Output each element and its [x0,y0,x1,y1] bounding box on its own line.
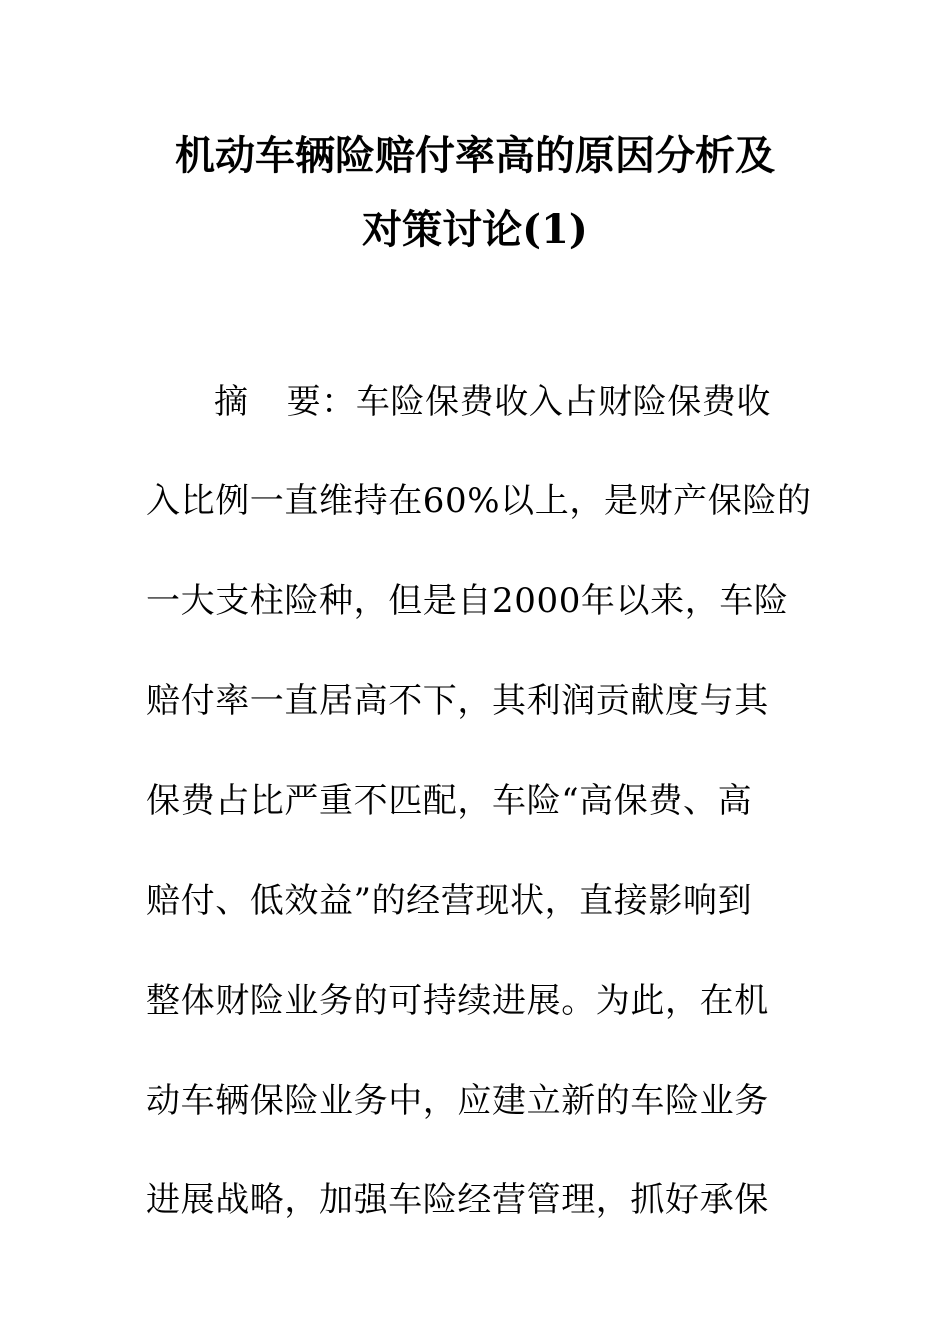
document-title-line-2: 对策讨论(1) [362,206,588,253]
abstract-text: 车险保费收入占财险保费收 [355,382,772,422]
abstract-first-line [214,380,771,424]
abstract-line-6: 赔付、低效益”的经营现状，直接影响到 [146,881,753,921]
abstract-line-9: 进展战略，加强车险经营管理，抓好承保 [146,1180,769,1220]
abstract-line-8: 动车辆保险业务中，应建立新的车险业务 [146,1081,769,1121]
abstract-label-part2: 要： [286,382,356,422]
document-title-line-1: 机动车辆险赔付率高的原因分析及 [175,132,775,179]
abstract-label-part1: 摘 [214,382,249,422]
abstract-line-2: 入比例一直维持在60%以上，是财产保险的 [146,481,812,521]
abstract-line-4: 赔付率一直居高不下，其利润贡献度与其 [146,681,769,721]
abstract-line-7: 整体财险业务的可持续进展。为此，在机 [146,981,769,1021]
abstract-line-5: 保费占比严重不匹配，车险“高保费、高 [146,781,753,821]
abstract-line-3: 一大支柱险种，但是自2000年以来，车险 [146,581,789,621]
